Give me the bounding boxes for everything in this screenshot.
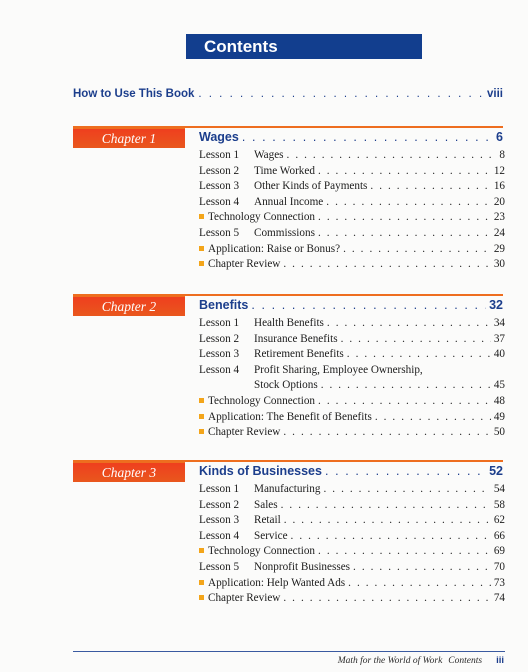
- toc-entry-label-wrap: [199, 378, 318, 394]
- lesson-number: Lesson 4: [199, 195, 240, 208]
- toc-entry[interactable]: [199, 195, 505, 211]
- toc-entry[interactable]: [199, 425, 505, 441]
- toc-how-to-use-page: viii: [487, 88, 503, 100]
- chapter-title[interactable]: [199, 130, 503, 144]
- chapter-entries: [199, 316, 505, 441]
- toc-entry-page: 73: [493, 576, 505, 589]
- toc-entry-label-wrap: [199, 513, 281, 529]
- toc-entry[interactable]: [199, 591, 505, 607]
- toc-entry-label: Wages: [254, 149, 284, 161]
- dot-leader: [318, 210, 491, 226]
- toc-entry-label-wrap: [199, 242, 340, 258]
- dot-leader: [283, 257, 490, 273]
- chapter-tab: [73, 297, 185, 316]
- toc-entry[interactable]: [199, 148, 505, 164]
- chapter-rule-right: [185, 294, 503, 296]
- toc-entry[interactable]: [199, 179, 505, 195]
- toc-entry[interactable]: [199, 513, 505, 529]
- toc-entry[interactable]: [199, 210, 505, 226]
- toc-entry-label-wrap: [199, 332, 338, 348]
- toc-entry-label: Commissions: [254, 226, 315, 239]
- dot-leader: [283, 425, 490, 441]
- toc-entry[interactable]: [199, 164, 505, 180]
- chapter-title-page: 6: [496, 130, 503, 144]
- dot-leader: [325, 464, 486, 478]
- toc-entry-label-wrap: [199, 179, 367, 195]
- toc-entry-label-wrap: [199, 316, 324, 332]
- page-footer: [338, 655, 504, 666]
- lesson-number: Lesson 4: [199, 363, 240, 376]
- square-bullet-icon: [199, 580, 204, 585]
- toc-entry-label: Profit Sharing, Employee Ownership,: [254, 363, 423, 376]
- toc-entry-page: 34: [493, 317, 505, 329]
- lesson-number: Lesson 2: [199, 164, 240, 177]
- chapter-title[interactable]: [199, 298, 503, 312]
- dot-leader: [318, 164, 491, 180]
- toc-entry[interactable]: [199, 242, 505, 258]
- toc-entry-page: 58: [493, 498, 505, 511]
- toc-entry-label: Chapter Review: [208, 258, 281, 271]
- toc-entry-label: Retail: [254, 514, 281, 527]
- chapter-title-label: Kinds of Businesses: [199, 464, 322, 478]
- square-bullet-icon: [199, 246, 204, 251]
- dot-leader: [347, 347, 491, 363]
- toc-entry-label: Application: Raise or Bonus?: [208, 242, 341, 255]
- dot-leader: [323, 482, 490, 498]
- toc-entry[interactable]: [199, 257, 505, 273]
- chapter-title-page: 32: [489, 298, 503, 312]
- dot-leader: [242, 130, 493, 144]
- toc-entry[interactable]: [199, 560, 505, 576]
- chapter-title[interactable]: [199, 464, 503, 478]
- lesson-number: Lesson 1: [199, 483, 240, 495]
- toc-entry-page: 30: [493, 258, 505, 271]
- toc-entry[interactable]: [199, 378, 505, 394]
- lesson-number: Lesson 2: [199, 332, 240, 345]
- dot-leader: [281, 498, 491, 514]
- toc-entry[interactable]: [199, 544, 505, 560]
- toc-entry-label-wrap: [199, 529, 288, 545]
- toc-entry-page: 12: [493, 164, 505, 177]
- toc-entry-label-wrap: [199, 498, 278, 514]
- toc-entry-label: Technology Connection: [208, 394, 316, 407]
- toc-entry-label-wrap: [199, 195, 323, 211]
- toc-entry-label: Retirement Benefits: [254, 348, 344, 361]
- dot-leader: [291, 529, 491, 545]
- toc-how-to-use-label: How to Use This Book: [73, 88, 195, 100]
- toc-entry-label: Annual Income: [254, 195, 324, 208]
- dot-leader: [321, 378, 491, 394]
- toc-entry-label-wrap: [199, 394, 315, 410]
- dot-leader: [341, 332, 491, 348]
- toc-entry-label-wrap: [199, 363, 423, 379]
- toc-entry-label-wrap: [199, 210, 315, 226]
- chapter-title-page: 52: [489, 464, 503, 478]
- toc-entry-label: Technology Connection: [208, 545, 316, 558]
- dot-leader: [318, 544, 491, 560]
- dot-leader: [353, 560, 491, 576]
- dot-leader: [287, 148, 497, 164]
- square-bullet-icon: [199, 261, 204, 266]
- toc-entry-label: Stock Options: [254, 379, 318, 392]
- square-bullet-icon: [199, 398, 204, 403]
- square-bullet-icon: [199, 595, 204, 600]
- toc-entry-label: Technology Connection: [208, 211, 316, 224]
- toc-entry[interactable]: [199, 529, 505, 545]
- toc-how-to-use[interactable]: [73, 88, 503, 100]
- toc-entry-label: Application: Help Wanted Ads: [208, 576, 346, 589]
- toc-entry-page: 20: [493, 195, 505, 208]
- chapter-tab: [73, 463, 185, 482]
- dot-leader: [375, 410, 491, 426]
- toc-entry-label-wrap: [199, 164, 315, 180]
- toc-entry-page: 66: [493, 529, 505, 542]
- dot-leader: [283, 591, 490, 607]
- dot-leader: [251, 298, 486, 312]
- toc-entry-page: 40: [493, 348, 505, 361]
- dot-leader: [198, 88, 483, 100]
- toc-entry-page: 37: [493, 332, 505, 345]
- footer-book-title: Math for the World of Work: [337, 656, 443, 666]
- dot-leader: [318, 394, 491, 410]
- toc-entry-label-wrap: [199, 257, 280, 273]
- toc-entry-page: 16: [493, 180, 505, 193]
- toc-entry-page: 50: [493, 426, 505, 439]
- toc-entry-label: Chapter Review: [208, 426, 281, 439]
- toc-entry-label: Other Kinds of Payments: [254, 180, 368, 193]
- chapter-title-label: Benefits: [199, 298, 249, 312]
- chapter-tab: [73, 129, 185, 148]
- toc-entry-label-wrap: [199, 347, 344, 363]
- chapter-rule-right: [185, 126, 503, 128]
- toc-entry-page: 45: [493, 379, 505, 392]
- toc-entry-label-wrap: [199, 410, 372, 426]
- footer-rule: [73, 651, 505, 652]
- dot-leader: [318, 226, 491, 242]
- toc-entry[interactable]: [199, 498, 505, 514]
- lesson-number: Lesson 3: [199, 514, 240, 527]
- toc-entry[interactable]: [199, 316, 505, 332]
- toc-entry[interactable]: [199, 576, 505, 592]
- toc-entry-page: 8: [499, 149, 505, 161]
- toc-entry-page: 24: [493, 226, 505, 239]
- toc-entry-page: 29: [493, 242, 505, 255]
- toc-entry-page: 62: [493, 514, 505, 527]
- page-title: [186, 34, 422, 59]
- toc-entry-page: 70: [493, 560, 505, 573]
- toc-entry-label: Manufacturing: [254, 483, 321, 495]
- chapter-title-label: Wages: [199, 130, 239, 144]
- footer-section: Contents: [448, 656, 483, 666]
- lesson-number: Lesson 2: [199, 498, 240, 511]
- dot-leader: [284, 513, 491, 529]
- toc-entry-page: 23: [493, 211, 505, 224]
- chapter-tab-label: Chapter 2: [101, 298, 157, 314]
- dot-leader: [326, 195, 491, 211]
- chapter-rule-right: [185, 460, 503, 462]
- toc-entry-page: 49: [493, 410, 505, 423]
- toc-entry-page: 48: [493, 394, 505, 407]
- toc-entry-label: Insurance Benefits: [254, 332, 338, 345]
- toc-entry-label-wrap: [199, 148, 284, 164]
- lesson-number: Lesson 4: [199, 529, 240, 542]
- toc-entry-label: Service: [254, 529, 288, 542]
- lesson-number: Lesson 5: [199, 226, 240, 239]
- toc-entry-label: Sales: [254, 498, 278, 511]
- lesson-number: Lesson 3: [199, 348, 240, 361]
- toc-entry[interactable]: [199, 332, 505, 348]
- toc-entry-page: 54: [493, 483, 505, 495]
- toc-entry-label-wrap: [199, 544, 315, 560]
- page-title-text: Contents: [204, 36, 278, 56]
- toc-entry-label: Application: The Benefit of Benefits: [208, 410, 372, 423]
- toc-entry-label: Nonprofit Businesses: [254, 560, 351, 573]
- dot-leader: [348, 576, 491, 592]
- footer-page-number: iii: [496, 655, 504, 666]
- toc-entry[interactable]: [199, 410, 505, 426]
- toc-entry[interactable]: [199, 363, 505, 379]
- toc-entry-page: 69: [493, 545, 505, 558]
- dot-leader: [370, 179, 490, 195]
- lesson-number: Lesson 1: [199, 317, 240, 329]
- toc-entry-label: Health Benefits: [254, 317, 324, 329]
- square-bullet-icon: [199, 429, 204, 434]
- toc-entry[interactable]: [199, 347, 505, 363]
- chapter-entries: [199, 482, 505, 607]
- toc-entry[interactable]: [199, 226, 505, 242]
- dot-leader: [327, 316, 491, 332]
- toc-entry-label-wrap: [199, 591, 280, 607]
- square-bullet-icon: [199, 414, 204, 419]
- lesson-number: Lesson 5: [199, 560, 240, 573]
- toc-entry-label: Chapter Review: [208, 592, 281, 605]
- toc-entry[interactable]: [199, 394, 505, 410]
- chapter-entries: [199, 148, 505, 273]
- toc-entry-page: 74: [493, 592, 505, 605]
- chapter-tab-label: Chapter 3: [101, 464, 157, 480]
- toc-entry-label-wrap: [199, 425, 280, 441]
- toc-entry-label-wrap: [199, 482, 320, 498]
- toc-entry-label-wrap: [199, 576, 345, 592]
- toc-entry-label: Time Worked: [254, 164, 315, 177]
- square-bullet-icon: [199, 214, 204, 219]
- dot-leader: [343, 242, 491, 258]
- square-bullet-icon: [199, 548, 204, 553]
- toc-entry[interactable]: [199, 482, 505, 498]
- lesson-number: Lesson 3: [199, 180, 240, 193]
- chapter-tab-label: Chapter 1: [101, 130, 157, 146]
- toc-entry-label-wrap: [199, 560, 350, 576]
- toc-entry-label-wrap: [199, 226, 315, 242]
- lesson-number: Lesson 1: [199, 149, 240, 161]
